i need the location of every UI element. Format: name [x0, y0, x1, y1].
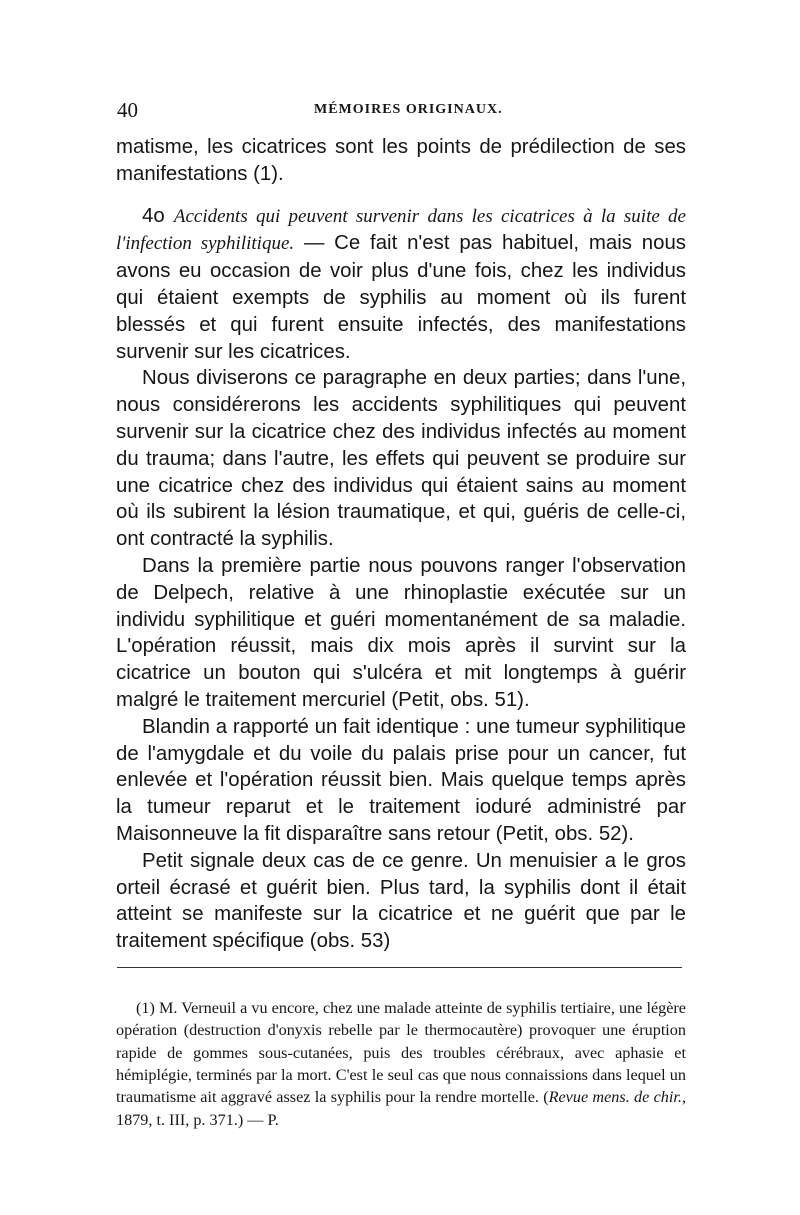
paragraph: Petit signale deux cas de ce genre. Un menuisier a le gros orteil écrasé et guérit bien. Plus tard, la syphilis dont il était atteint se manifeste sur la cicatrice et ne guérit que par le traitement spécifique (obs. 53) — [116, 849, 686, 953]
running-head: MÉMOIRES ORIGINAUX. — [314, 102, 503, 117]
paragraph-continuation: matisme, les cicatrices sont les points de prédilection de ses manifestations (1). — [116, 136, 686, 185]
footnote-divider — [117, 967, 682, 968]
section-number: 4o — [142, 204, 174, 227]
footnote-citation: , 1879, t. III, p. 371.) — P. — [116, 1088, 686, 1129]
page-number: 40 — [117, 98, 138, 122]
paragraph: Blandin a rapporté un fait identique : une tumeur syphilitique de l'amygdale et du voile du palais prise pour un cancer, fut enlevée et l'opération réussit bien. Mais quelque temps après la tumeur reparut et le traitement ioduré administré par Maisonneuve la fit disparaître sans retour (Petit, obs. 52). — [116, 715, 686, 845]
section-paragraph — [116, 203, 686, 366]
footnote — [116, 997, 686, 1131]
footnote-source: Revue mens. de chir. — [548, 1088, 682, 1107]
main-text — [116, 134, 686, 955]
section-title: Accidents qui peuvent survenir dans les cicatrices à la suite de l'infection syphilitique. — [116, 205, 686, 255]
footnote-text: (1) M. Verneuil a vu encore, chez une malade atteinte de syphilis tertiaire, une légère opération (destruction d'onyxis rebelle par le thermocautère) provoquer une éruption rapide de gommes sous-cutanées, puis des troubles cérébraux, avec aphasie et hémiplégie, terminés par la mort. C'est le seul cas que nous connaissions dans lequel un traumatisme ait aggravé assez la syphilis pour la rendre mortelle. ( — [116, 999, 686, 1107]
paragraph: Nous diviserons ce paragraphe en deux parties; dans l'une, nous considérerons les accidents syphilitiques qui peuvent survenir sur la cicatrice chez des individus infectés au moment du trauma; dans l'autre, les effets qui peuvent se produire sur une cicatrice chez des individus qui étaient sains au moment où ils subirent la lésion traumatique, et qui, guéris de celle-ci, ont contracté la syphilis. — [116, 367, 686, 551]
section-text: — Ce fait n'est pas habituel, mais nous avons eu occasion de voir plus d'une fois, chez les individus qui étaient exempts de syphilis au moment où ils furent blessés et qui furent ensuite infectés, des manifestations survenir sur les cicatrices. — [116, 232, 686, 363]
paragraph: Dans la première partie nous pouvons ranger l'observation de Delpech, relative à une rhinoplastie exécutée sur un individu syphilitique et guéri momentanément de sa maladie. L'opération réussit, mais dix mois après il survint sur la cicatrice un bouton qui s'ulcéra et mit longtemps à guérir malgré le traitement mercuriel (Petit, obs. 51). — [116, 554, 686, 711]
page-header — [117, 98, 685, 122]
